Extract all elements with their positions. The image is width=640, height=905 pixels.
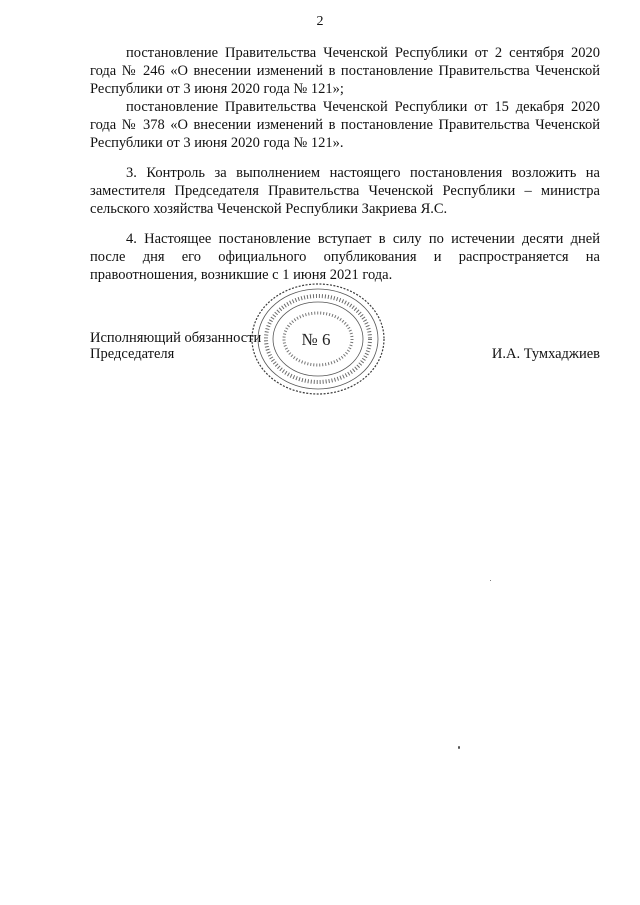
official-seal-stamp <box>248 281 388 397</box>
page-number: 2 <box>316 14 324 29</box>
paragraph-item-4: 4. Настоящее постановление вступает в силу по истечении десяти дней после дня его официального опубликования и распространяется на правоотношения, возникшие с 1 июня 2021 года. <box>90 231 600 283</box>
scan-speck <box>458 746 460 749</box>
stamp-number: № 6 <box>301 330 331 349</box>
signatory-title <box>90 330 261 362</box>
paragraph-decree-246: постановление Правительства Чеченской Республики от 2 сентября 2020 года № 246 «О внесении изменений в постановление Правительства Чеченской Республики от 3 июня 2020 года № 121»; <box>90 45 600 97</box>
paragraph-decree-378: постановление Правительства Чеченской Республики от 15 декабря 2020 года № 378 «О внесении изменений в постановление Правительства Чеченской Республики от 3 июня 2020 года № 121». <box>90 99 600 151</box>
paragraph-item-3: 3. Контроль за выполнением настоящего постановления возложить на заместителя Председателя Правительства Чеченской Республики – министра сельского хозяйства Чеченской Республики Закриева Я.С. <box>90 165 600 217</box>
signatory-title-line2: Председателя <box>90 346 175 362</box>
scan-speck <box>490 580 491 581</box>
signatory-name: И.А. Тумхаджиев <box>491 346 600 362</box>
signatory-title-line1: Исполняющий обязанности <box>90 330 262 346</box>
document-body <box>90 44 600 284</box>
